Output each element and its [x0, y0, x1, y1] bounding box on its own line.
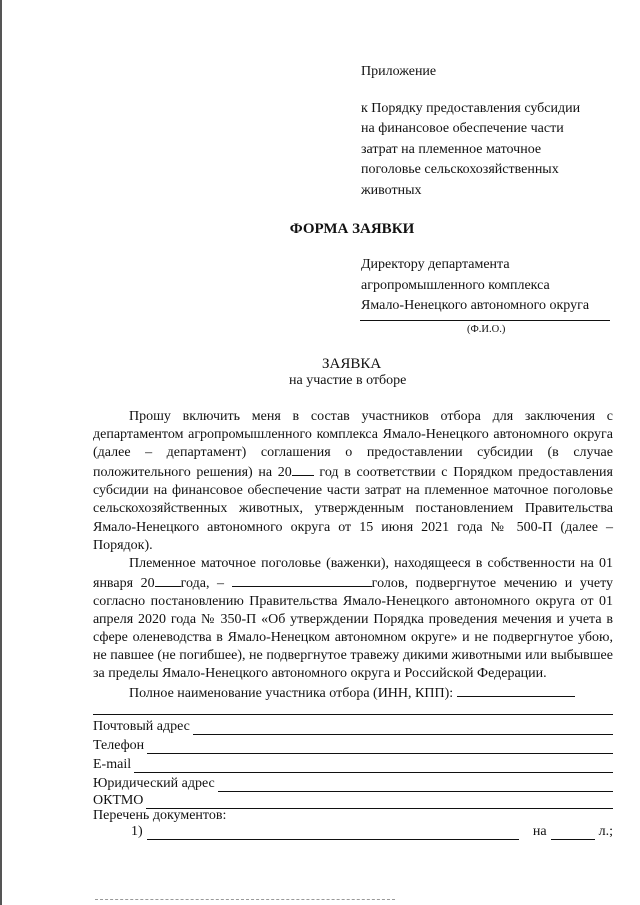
- document-name-field[interactable]: [147, 826, 519, 840]
- appendix-line: животных: [361, 182, 422, 198]
- document-item-number: 1): [131, 824, 143, 839]
- email-row: [93, 755, 613, 773]
- paragraph-participant: Полное наименование участника отбора (ИНН, КПП):: [93, 683, 613, 703]
- addressee-line: Директору департамента: [361, 257, 510, 272]
- document-sheets-label: л.;: [598, 824, 613, 839]
- scan-artifact: [95, 899, 395, 902]
- phone-field[interactable]: [147, 740, 613, 754]
- appendix-line: к Порядку предоставления субсидии: [361, 100, 581, 116]
- phone-label: Телефон: [93, 738, 145, 753]
- appendix-line: затрат на племенное маточное: [361, 141, 542, 157]
- head-count-blank[interactable]: [232, 573, 372, 587]
- legal-address-label: Юридический адрес: [93, 776, 215, 791]
- paragraph-livestock: Племенное маточное поголовье (важенки), находящееся в собственности на 01 января 20 года, – голов, подвергнутое мечению и учету согласно постановлению Правительства Ямало-Ненецкого автономного округа от 01 апреля 2020 года № 350-П «Об утверждении Порядка проведения мечения и учета в сфере оленеводства в Ямало-Ненецком автономном округе» и не подвергнутое убою, не павшее (не погибшее), не подвергнутое травежу дикими животными или выбывшее за пределы Ямало-Ненецкого автономного округа и Российской Федерации.: [93, 555, 614, 682]
- oktmo-label: ОКТМО: [93, 793, 144, 808]
- postal-address-row: [93, 717, 613, 735]
- postal-address-label: Почтовый адрес: [93, 719, 190, 734]
- documents-label: Перечень документов:: [93, 808, 227, 823]
- document-title: ЗАЯВКА: [322, 356, 382, 372]
- appendix-line: на финансовое обеспечение части: [361, 121, 564, 136]
- document-item-1: [131, 822, 613, 840]
- email-label: E-mail: [93, 757, 132, 772]
- appendix-block: [361, 62, 621, 201]
- legal-address-field[interactable]: [218, 778, 613, 792]
- paragraph-request: Прошу включить меня в состав участников отбора для заключения с департаментом агропромышленного комплекса Ямало-Ненецкого автономного округа (далее – департамент) соглашения о предоставлении субсидии (в случае положительного решения) на 20 год в соответствии с Порядком предоставления субсидии на финансовое обеспечение части затрат на племенное маточное поголовье сельскохозяйственных животных, утвержденным постановлением Правительства Ямало-Ненецкого автономного округа от 15 июня 2021 года № 500-П (далее – Порядок).: [93, 409, 613, 553]
- year-blank[interactable]: [292, 462, 314, 476]
- legal-address-row: [93, 774, 613, 792]
- addressee-line: Ямало-Ненецкого автономного округа: [361, 298, 590, 313]
- participant-name-line[interactable]: [93, 714, 613, 715]
- addressee-block: [361, 255, 631, 317]
- fio-input-line[interactable]: [360, 320, 610, 321]
- appendix-line: поголовье сельскохозяйственных: [361, 162, 559, 177]
- application-body: [93, 408, 613, 704]
- document-sheets-field[interactable]: [551, 826, 595, 840]
- addressee-line: агропромышленного комплекса: [361, 277, 550, 293]
- postal-address-field[interactable]: [193, 721, 613, 735]
- document-on-label: на: [532, 824, 547, 839]
- appendix-heading: Приложение: [361, 64, 437, 79]
- scan-edge: [0, 0, 2, 905]
- document-subtitle: на участие в отборе: [289, 373, 407, 388]
- year-blank[interactable]: [155, 573, 181, 587]
- participant-name-blank[interactable]: [457, 683, 575, 697]
- email-field[interactable]: [134, 759, 613, 773]
- form-title: ФОРМА ЗАЯВКИ: [289, 221, 415, 237]
- fio-label: (Ф.И.О.): [467, 324, 506, 335]
- phone-row: [93, 736, 613, 754]
